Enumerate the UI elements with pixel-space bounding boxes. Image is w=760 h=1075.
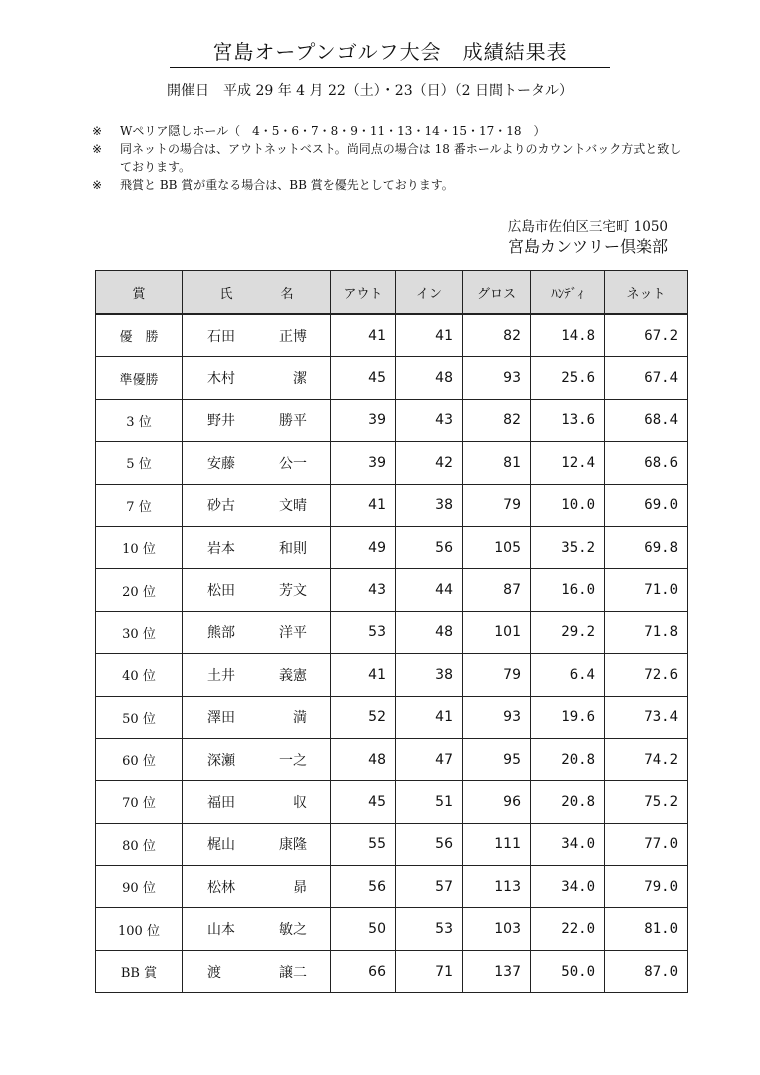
cell-name-given: 収 [293,794,307,811]
cell-name-family: 木村 [207,371,235,388]
cell-out: 52 [331,696,396,738]
results-table [95,270,688,993]
cell-name-family: 熊部 [207,625,235,642]
cell-net: 68.4 [605,399,688,441]
cell-prize: 60 位 [96,738,183,780]
cell-handicap: 20.8 [531,781,605,823]
cell-in: 48 [396,357,463,399]
cell-name-family: 梶山 [207,837,235,854]
cell-in: 47 [396,738,463,780]
cell-name-given: 一之 [279,752,307,769]
table-row [96,781,688,823]
cell-in: 38 [396,654,463,696]
table-row [96,526,688,568]
cell-name [183,823,331,865]
header-out: アウト [331,271,396,315]
cell-name-family: 岩本 [207,540,235,557]
cell-name-family: 野井 [207,413,235,430]
cell-handicap: 14.8 [531,314,605,357]
cell-handicap: 34.0 [531,823,605,865]
cell-gross: 101 [463,611,531,653]
table-row [96,654,688,696]
organizer-address: 広島市佐伯区三宅町 1050 [507,219,668,235]
cell-gross: 96 [463,781,531,823]
cell-name [183,654,331,696]
cell-out: 41 [331,654,396,696]
cell-in: 51 [396,781,463,823]
cell-prize: 優 勝 [96,314,183,357]
cell-net: 73.4 [605,696,688,738]
header-in: イン [396,271,463,315]
cell-name [183,357,331,399]
table-row [96,357,688,399]
cell-handicap: 13.6 [531,399,605,441]
table-row [96,569,688,611]
cell-name [183,696,331,738]
note-item [92,176,692,194]
cell-name-family: 渡 [207,964,221,981]
table-row [96,908,688,950]
cell-name-family: 福田 [207,794,235,811]
cell-gross: 113 [463,866,531,908]
cell-gross: 81 [463,442,531,484]
cell-out: 49 [331,526,396,568]
cell-name-family: 深瀬 [207,752,235,769]
cell-prize: 40 位 [96,654,183,696]
cell-gross: 103 [463,908,531,950]
cell-out: 43 [331,569,396,611]
note-mark: ※ [92,142,103,156]
cell-out: 39 [331,399,396,441]
cell-name [183,611,331,653]
table-row [96,442,688,484]
cell-handicap: 29.2 [531,611,605,653]
table-row [96,314,688,357]
cell-handicap: 6.4 [531,654,605,696]
cell-gross: 93 [463,696,531,738]
cell-name [183,738,331,780]
cell-net: 77.0 [605,823,688,865]
cell-name [183,442,331,484]
cell-in: 41 [396,696,463,738]
cell-prize: 30 位 [96,611,183,653]
cell-name-given: 敏之 [279,922,307,939]
cell-out: 48 [331,738,396,780]
cell-out: 45 [331,357,396,399]
cell-out: 55 [331,823,396,865]
cell-net: 67.4 [605,357,688,399]
cell-name-family: 土井 [207,667,235,684]
cell-name [183,781,331,823]
cell-handicap: 22.0 [531,908,605,950]
cell-net: 75.2 [605,781,688,823]
header-name-family: 氏 [219,286,233,302]
cell-name-family: 安藤 [207,455,235,472]
cell-gross: 79 [463,484,531,526]
cell-out: 41 [331,484,396,526]
cell-prize: 50 位 [96,696,183,738]
cell-handicap: 19.6 [531,696,605,738]
cell-gross: 137 [463,950,531,992]
cell-prize: 10 位 [96,526,183,568]
cell-gross: 105 [463,526,531,568]
cell-gross: 93 [463,357,531,399]
cell-in: 53 [396,908,463,950]
cell-in: 38 [396,484,463,526]
cell-net: 71.0 [605,569,688,611]
cell-in: 42 [396,442,463,484]
cell-name-given: 文晴 [279,498,307,515]
header-name [183,271,331,315]
cell-prize: 90 位 [96,866,183,908]
note-text: 飛賞と BB 賞が重なる場合は、BB 賞を優先としております。 [120,178,454,192]
cell-name-given: 正博 [279,328,307,345]
note-mark: ※ [92,124,103,138]
table-row [96,399,688,441]
cell-name [183,314,331,357]
cell-name-given: 公一 [279,455,307,472]
cell-out: 53 [331,611,396,653]
cell-name [183,569,331,611]
cell-net: 87.0 [605,950,688,992]
table-row [96,611,688,653]
cell-net: 81.0 [605,908,688,950]
header-handicap: ﾊﾝﾃﾞｨ [531,271,605,315]
cell-name-family: 松林 [207,879,235,896]
cell-name-given: 潔 [293,371,307,388]
cell-out: 66 [331,950,396,992]
cell-net: 67.2 [605,314,688,357]
table-row [96,866,688,908]
cell-gross: 95 [463,738,531,780]
cell-prize: 5 位 [96,442,183,484]
cell-name-family: 山本 [207,922,235,939]
notes-section [92,122,692,194]
cell-handicap: 50.0 [531,950,605,992]
cell-name-family: 松田 [207,583,235,600]
event-date: 開催日 平成 29 年 4 月 22（土）・23（日）（2 日間トータル） [167,83,573,99]
cell-in: 48 [396,611,463,653]
cell-handicap: 12.4 [531,442,605,484]
cell-net: 69.0 [605,484,688,526]
cell-net: 69.8 [605,526,688,568]
cell-name-given: 和則 [279,540,307,557]
cell-net: 68.6 [605,442,688,484]
cell-gross: 87 [463,569,531,611]
cell-net: 71.8 [605,611,688,653]
cell-handicap: 10.0 [531,484,605,526]
cell-name-given: 譲二 [279,964,307,981]
cell-handicap: 35.2 [531,526,605,568]
note-item [92,122,692,140]
cell-prize: 3 位 [96,399,183,441]
cell-name-given: 満 [293,710,307,727]
cell-in: 56 [396,823,463,865]
note-text: Wペリア隠しホール（ 4・5・6・7・8・9・11・13・14・15・17・18 ） [120,124,546,138]
cell-name [183,908,331,950]
note-mark: ※ [92,178,103,192]
header-gross: グロス [463,271,531,315]
cell-gross: 79 [463,654,531,696]
cell-prize: 80 位 [96,823,183,865]
cell-prize: 準優勝 [96,357,183,399]
cell-gross: 82 [463,314,531,357]
header-name-given: 名 [280,286,294,302]
cell-prize: 20 位 [96,569,183,611]
cell-name-given: 康隆 [279,837,307,854]
cell-in: 71 [396,950,463,992]
cell-gross: 111 [463,823,531,865]
page-title: 宮島オープンゴルフ大会 成績結果表 [170,36,610,68]
cell-prize: 100 位 [96,908,183,950]
cell-out: 50 [331,908,396,950]
cell-name [183,950,331,992]
cell-handicap: 34.0 [531,866,605,908]
cell-name-family: 石田 [207,328,235,345]
organizer-club: 宮島カンツリー倶楽部 [507,237,668,256]
table-row [96,696,688,738]
cell-in: 44 [396,569,463,611]
cell-name [183,484,331,526]
cell-name-given: 義憲 [279,667,307,684]
table-header-row [96,271,688,315]
cell-name-given: 昴 [293,879,307,896]
cell-in: 56 [396,526,463,568]
cell-prize: 70 位 [96,781,183,823]
cell-in: 43 [396,399,463,441]
cell-name [183,399,331,441]
cell-handicap: 16.0 [531,569,605,611]
cell-net: 74.2 [605,738,688,780]
cell-prize: 7 位 [96,484,183,526]
cell-out: 39 [331,442,396,484]
header-net: ネット [605,271,688,315]
cell-out: 56 [331,866,396,908]
table-row [96,484,688,526]
cell-name-given: 芳文 [279,583,307,600]
table-row [96,950,688,992]
cell-out: 45 [331,781,396,823]
note-text: 同ネットの場合は、アウトネットベスト。尚同点の場合は 18 番ホールよりのカウントバック方式と致しております。 [120,142,682,174]
cell-name-given: 洋平 [279,625,307,642]
cell-handicap: 20.8 [531,738,605,780]
table-row [96,738,688,780]
table-row [96,823,688,865]
note-item [92,140,692,176]
cell-name-family: 澤田 [207,710,235,727]
cell-name-family: 砂古 [207,498,235,515]
organizer-block [508,218,668,256]
cell-name [183,526,331,568]
header-prize: 賞 [96,271,183,315]
cell-out: 41 [331,314,396,357]
cell-handicap: 25.6 [531,357,605,399]
cell-in: 57 [396,866,463,908]
cell-net: 79.0 [605,866,688,908]
cell-gross: 82 [463,399,531,441]
cell-name [183,866,331,908]
cell-prize: BB 賞 [96,950,183,992]
cell-name-given: 勝平 [279,413,307,430]
cell-in: 41 [396,314,463,357]
cell-net: 72.6 [605,654,688,696]
